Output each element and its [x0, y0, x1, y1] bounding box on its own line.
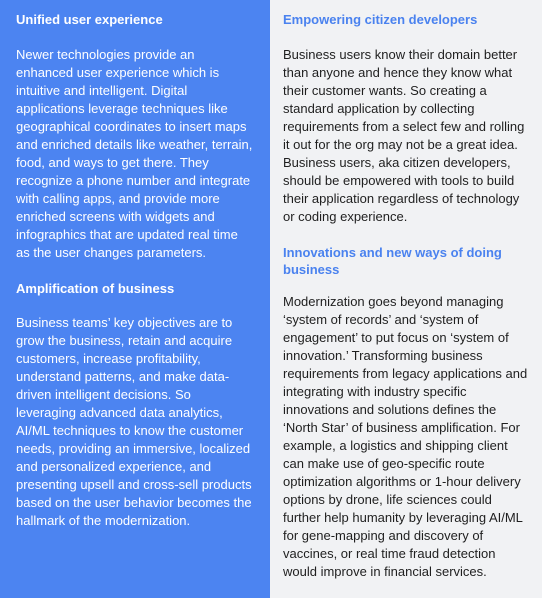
amplification-of-business-heading: Amplification of business	[16, 281, 175, 296]
unified-user-experience-text: Newer technologies provide an enhanced user experience which is intuitive and intelligent. Digital applications leverage techniques like geographical coordinates to insert maps and enriched details like weather, terrain, food, and ways to get there. They recognize a phone number and integrate with calling apps, and provide more enriched screens with widgets and infographics that are updated real time as the user changes parameters.	[16, 47, 253, 260]
left-column	[0, 0, 270, 598]
unified-user-experience-heading: Unified user experience	[16, 12, 163, 27]
right-column	[270, 0, 542, 598]
innovations-text: Modernization goes beyond managing ‘system of records’ and ‘system of engagement’ to put focus on ‘system of innovation.’ Transforming business requirements from legacy applications and integrating with industry specific innovations and solutions defines the ‘North Star’ of business amplification. For example, a logistics and shipping client can make use of geo-specific route optimization algorithms or 1-hour delivery options by drone, life sciences could further help humanity by leveraging AI/ML for gene-mapping and discovery of vaccines, or real time fraud detection would improve in financial services.	[283, 294, 528, 579]
empowering-citizen-developers-text: Business users know their domain better than anyone and hence they know what their customer wants. So creating a standard application by collecting requirements from a select few and rolling it out for the org may not be a great idea. Business users, aka citizen developers, should be empowered with tools to build their application regardless of technology or coding experience.	[283, 47, 525, 224]
empowering-citizen-developers-heading: Empowering citizen developers	[283, 12, 478, 27]
innovations-heading: Innovations and new ways of doing business	[283, 245, 502, 277]
amplification-of-business-text: Business teams’ key objectives are to grow the business, retain and acquire customers, increase profitability, understand patterns, and make data-driven intelligent decisions. So leveraging advanced data analytics, AI/ML techniques to know the customer needs, providing an immersive, localized and personalized experience, and presenting upsell and cross-sell products based on the user behavior becomes the hallmark of the modernization.	[16, 315, 252, 528]
